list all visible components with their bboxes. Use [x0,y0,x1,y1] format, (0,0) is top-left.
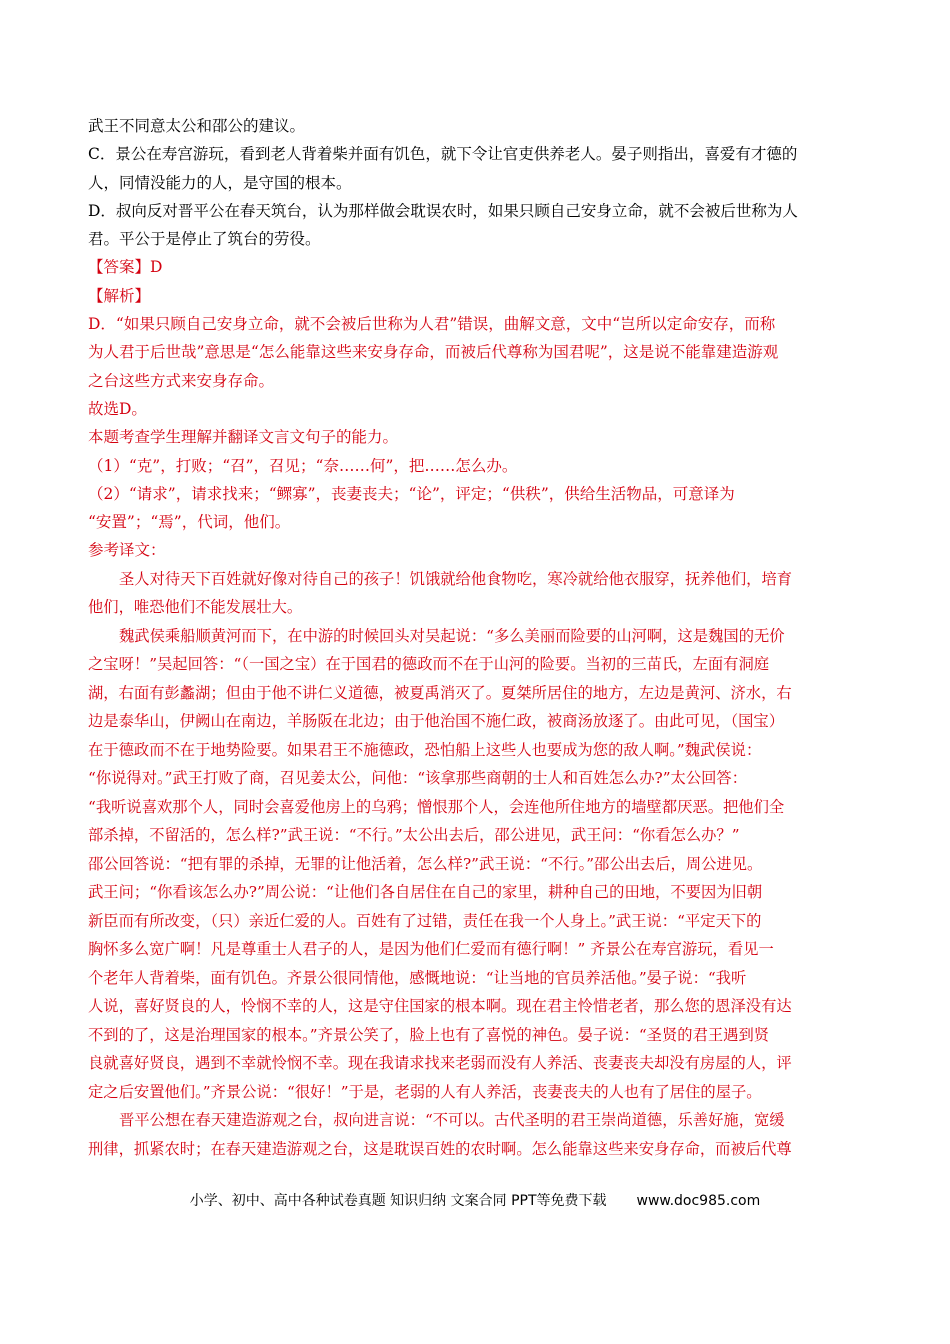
reference-translation-section [88,565,862,1164]
translation-line: 良就喜好贤良，遇到不幸就怜悯不幸。现在我请求找来老弱而没有人养活、丧妻丧夫却没有房屋的人，评 [88,1054,792,1073]
footer-website: www.doc985.com [636,1193,761,1209]
question-and-answer-section [88,112,862,565]
translation-line: 之宝呀！”吴起回答：“（一国之宝）在于国君的德政而不在于山河的险要。当初的三苗氏，左面有洞庭 [88,655,770,674]
text-line: 【答案】D [88,258,163,277]
text-line: （2）“请求”，请求找来；“鳏寡”，丧妻丧夫；“论”，评定；“供秩”，供给生活物品，可意译为 [88,484,735,503]
translation-line: 不到的了，这是治理国家的根本。”齐景公笑了，脸上也有了喜悦的神色。晏子说：“圣贤的君王遇到贤 [88,1025,770,1044]
text-line: 故选D。 [88,399,147,418]
text-line: D．“如果只顾自己安身立命，就不会被后世称为人君”错误，曲解文意，文中“岂所以定命安存，而称 [88,315,776,334]
translation-line: 湖，右面有彭蠡湖；但由于他不讲仁义道德，被夏禹消灭了。夏桀所居住的地方，左边是黄河、济水，右 [88,683,792,702]
text-line: D．叔向反对晋平公在春天筑台，认为那样做会耽误农时，如果只顾自己安身立命，就不会被后世称为人 [88,201,798,220]
text-line: C．景公在寿宫游玩，看到老人背着柴并面有饥色，就下令让官吏供养老人。晏子则指出，喜爱有才德的 [88,145,798,164]
translation-line: 邵公回答说：“把有罪的杀掉，无罪的让他活着，怎么样?”武王说：“不行。”邵公出去后，周公进见。 [88,854,763,873]
text-line: 【解析】 [88,286,151,305]
translation-line: 部杀掉，不留活的，怎么样?”武王说：“不行。”太公出去后，邵公进见，武王问：“你看怎么办？” [88,826,740,845]
translation-line: 人说，喜好贤良的人，怜悯不幸的人，这是守住国家的根本啊。现在君主怜惜老者，那么您的恩泽没有达 [88,997,792,1016]
text-line: 之台这些方式来安身存命。 [88,371,275,390]
text-line: 武王不同意太公和邵公的建议。 [88,117,306,135]
translation-line: “你说得对。”武王打败了商，召见姜太公，问他：“该拿那些商朝的士人和百姓怎么办?”太公回答： [88,769,748,788]
document-body [88,112,862,1163]
translation-line: 胸怀多么宽广啊！凡是尊重士人君子的人，是因为他们仁爱而有德行啊！” 齐景公在寿宫游玩，看见一 [88,940,774,959]
text-line: “安置”；“焉”，代词，他们。 [88,513,291,532]
translation-line: 新臣而有所改变，（只）亲近仁爱的人。百姓有了过错，责任在我一个人身上。”武王说：“平定天下的 [88,911,762,930]
text-line: （1）“克”，打败；“召”，召见；“奈……何”，把……怎么办。 [88,456,518,475]
text-line: 参考译文： [88,541,166,560]
text-line: 君。平公于是停止了筑台的劳役。 [88,230,321,249]
translation-line: 他们，唯恐他们不能发展壮大。 [88,598,303,617]
translation-line: 在于德政而不在于地势险要。如果君王不施德政，恐怕船上这些人也要成为您的敌人啊。”魏武侯说： [88,740,762,759]
translation-line: 边是泰华山，伊阙山在南边，羊肠阪在北边；由于他治国不施仁政，被商汤放逐了。由此可见，（国宝） [88,712,785,731]
translation-line: 圣人对待天下百姓就好像对待自己的孩子！饥饿就给他食物吃，寒冷就给他衣服穿，抚养他们，培育 [119,569,793,588]
footer-text: 小学、初中、高中各种试卷真题 知识归纳 文案合同 PPT等免费下载 [189,1193,607,1209]
translation-line: “我听说喜欢那个人，同时会喜爱他房上的乌鸦；憎恨那个人，会连他所住地方的墙壁都厌恶。把他们全 [88,797,785,816]
page-footer [0,1190,950,1210]
translation-line: 定之后安置他们。”齐景公说：“很好！”于是，老弱的人有人养活，丧妻丧夫的人也有了居住的屋子。 [88,1082,762,1101]
text-line: 人，同情没能力的人，是守国的根本。 [88,173,352,192]
translation-line: 魏武侯乘船顺黄河而下，在中游的时候回头对吴起说：“多么美丽而险要的山河啊，这是魏国的无价 [119,626,785,645]
text-line: 本题考查学生理解并翻译文言文句子的能力。 [88,428,399,447]
translation-line: 晋平公想在春天建造游观之台，叔向进言说：“不可以。古代圣明的君王崇尚道德，乐善好施，宽缓 [119,1111,785,1130]
translation-line: 个老年人背着柴，面有饥色。齐景公很同情他，感慨地说：“让当地的官员养活他。”晏子说：“我听 [88,968,747,987]
translation-line: 刑律，抓紧农时；在春天建造游观之台，这是耽误百姓的农时啊。怎么能靠这些来安身存命，而被后代尊 [88,1139,792,1158]
translation-line: 武王问；“你看该怎么办?”周公说：“让他们各自居住在自己的家里，耕种自己的田地，不要因为旧朝 [88,883,763,902]
text-line: 为人君于后世哉”意思是“怎么能靠这些来安身存命，而被后代尊称为国君呢”，这是说不能靠建造游观 [88,343,779,362]
